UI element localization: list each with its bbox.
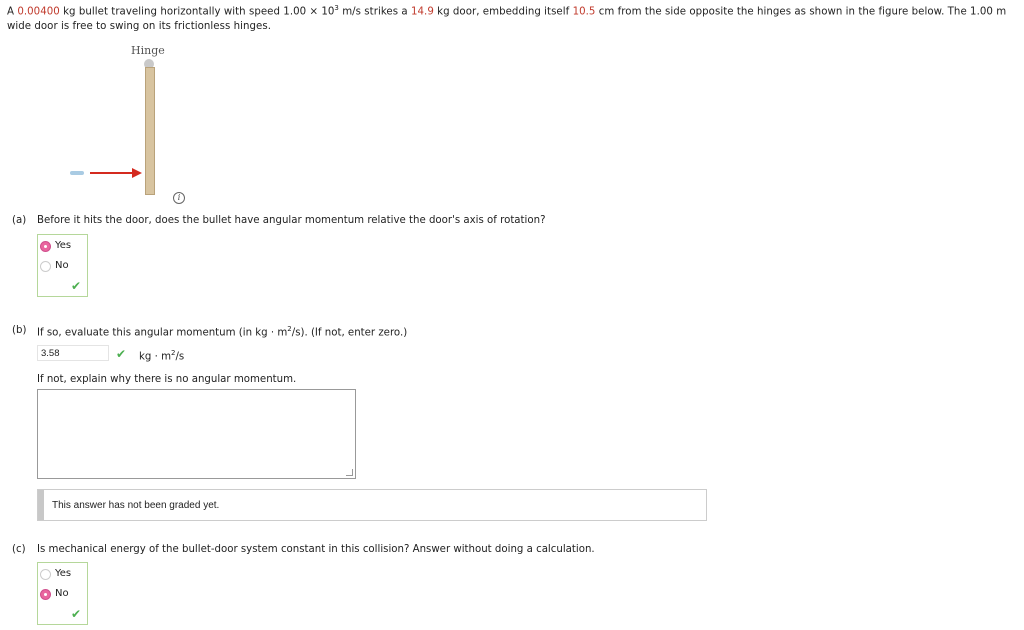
radio-no[interactable] [40, 261, 51, 272]
status-bar [38, 490, 44, 520]
radio-yes[interactable] [40, 241, 51, 252]
arrow-head-icon [132, 168, 142, 178]
door-figure [145, 67, 155, 195]
part-a-question: Before it hits the door, does the bullet have angular momentum relative the door's axis of rotation? [37, 215, 546, 226]
option-no-label[interactable]: No [55, 260, 69, 271]
option-no-label[interactable]: No [55, 588, 69, 599]
part-a-options [37, 234, 88, 297]
explanation-textarea[interactable] [37, 389, 356, 479]
part-b-question: If so, evaluate this angular momentum (in kg · $m^2/s$). (If not, enter zero.) [37, 325, 408, 339]
part-c-options [37, 562, 88, 625]
bullet-icon [70, 171, 84, 175]
check-icon: ✔ [71, 607, 82, 621]
resize-handle-icon[interactable] [346, 469, 353, 476]
explain-prompt: If not, explain why there is no angular momentum. [37, 374, 297, 385]
part-a-letter: (a) [12, 215, 27, 226]
info-icon[interactable]: i [173, 192, 185, 204]
velocity-arrow [90, 172, 134, 174]
option-yes-label[interactable]: Yes [55, 240, 72, 251]
distance-value: 10.5 [572, 6, 596, 18]
problem-statement: A 0.00400 kg bullet traveling horizontally with speed $1.00 \times 10^3$ m/s strikes a 14.9 kg door, embedding itself 10.5 cm from the side opposite the hinges as shown in the figure below. The 1.00 m wide door is free to swing on its frictionless hinges. [7, 4, 1007, 33]
radio-no[interactable] [40, 589, 51, 600]
part-c-letter: (c) [12, 544, 26, 555]
radio-yes[interactable] [40, 569, 51, 580]
door-mass-value: 14.9 [410, 6, 434, 18]
part-c-question: Is mechanical energy of the bullet-door system constant in this collision? Answer without doing a calculation. [37, 544, 595, 555]
check-icon: ✔ [71, 279, 82, 293]
answer-unit: kg · $m^2/s$ [139, 349, 185, 363]
option-yes-label[interactable]: Yes [55, 568, 72, 579]
graded-status-box [37, 489, 707, 521]
part-b-letter: (b) [12, 325, 27, 336]
hinge-label: Hinge [131, 44, 165, 57]
graded-status-text: This answer has not been graded yet. [52, 500, 220, 511]
check-icon: ✔ [116, 347, 127, 361]
bullet-mass-value: 0.00400 [17, 6, 60, 18]
answer-input[interactable]: 3.58 [37, 345, 109, 361]
